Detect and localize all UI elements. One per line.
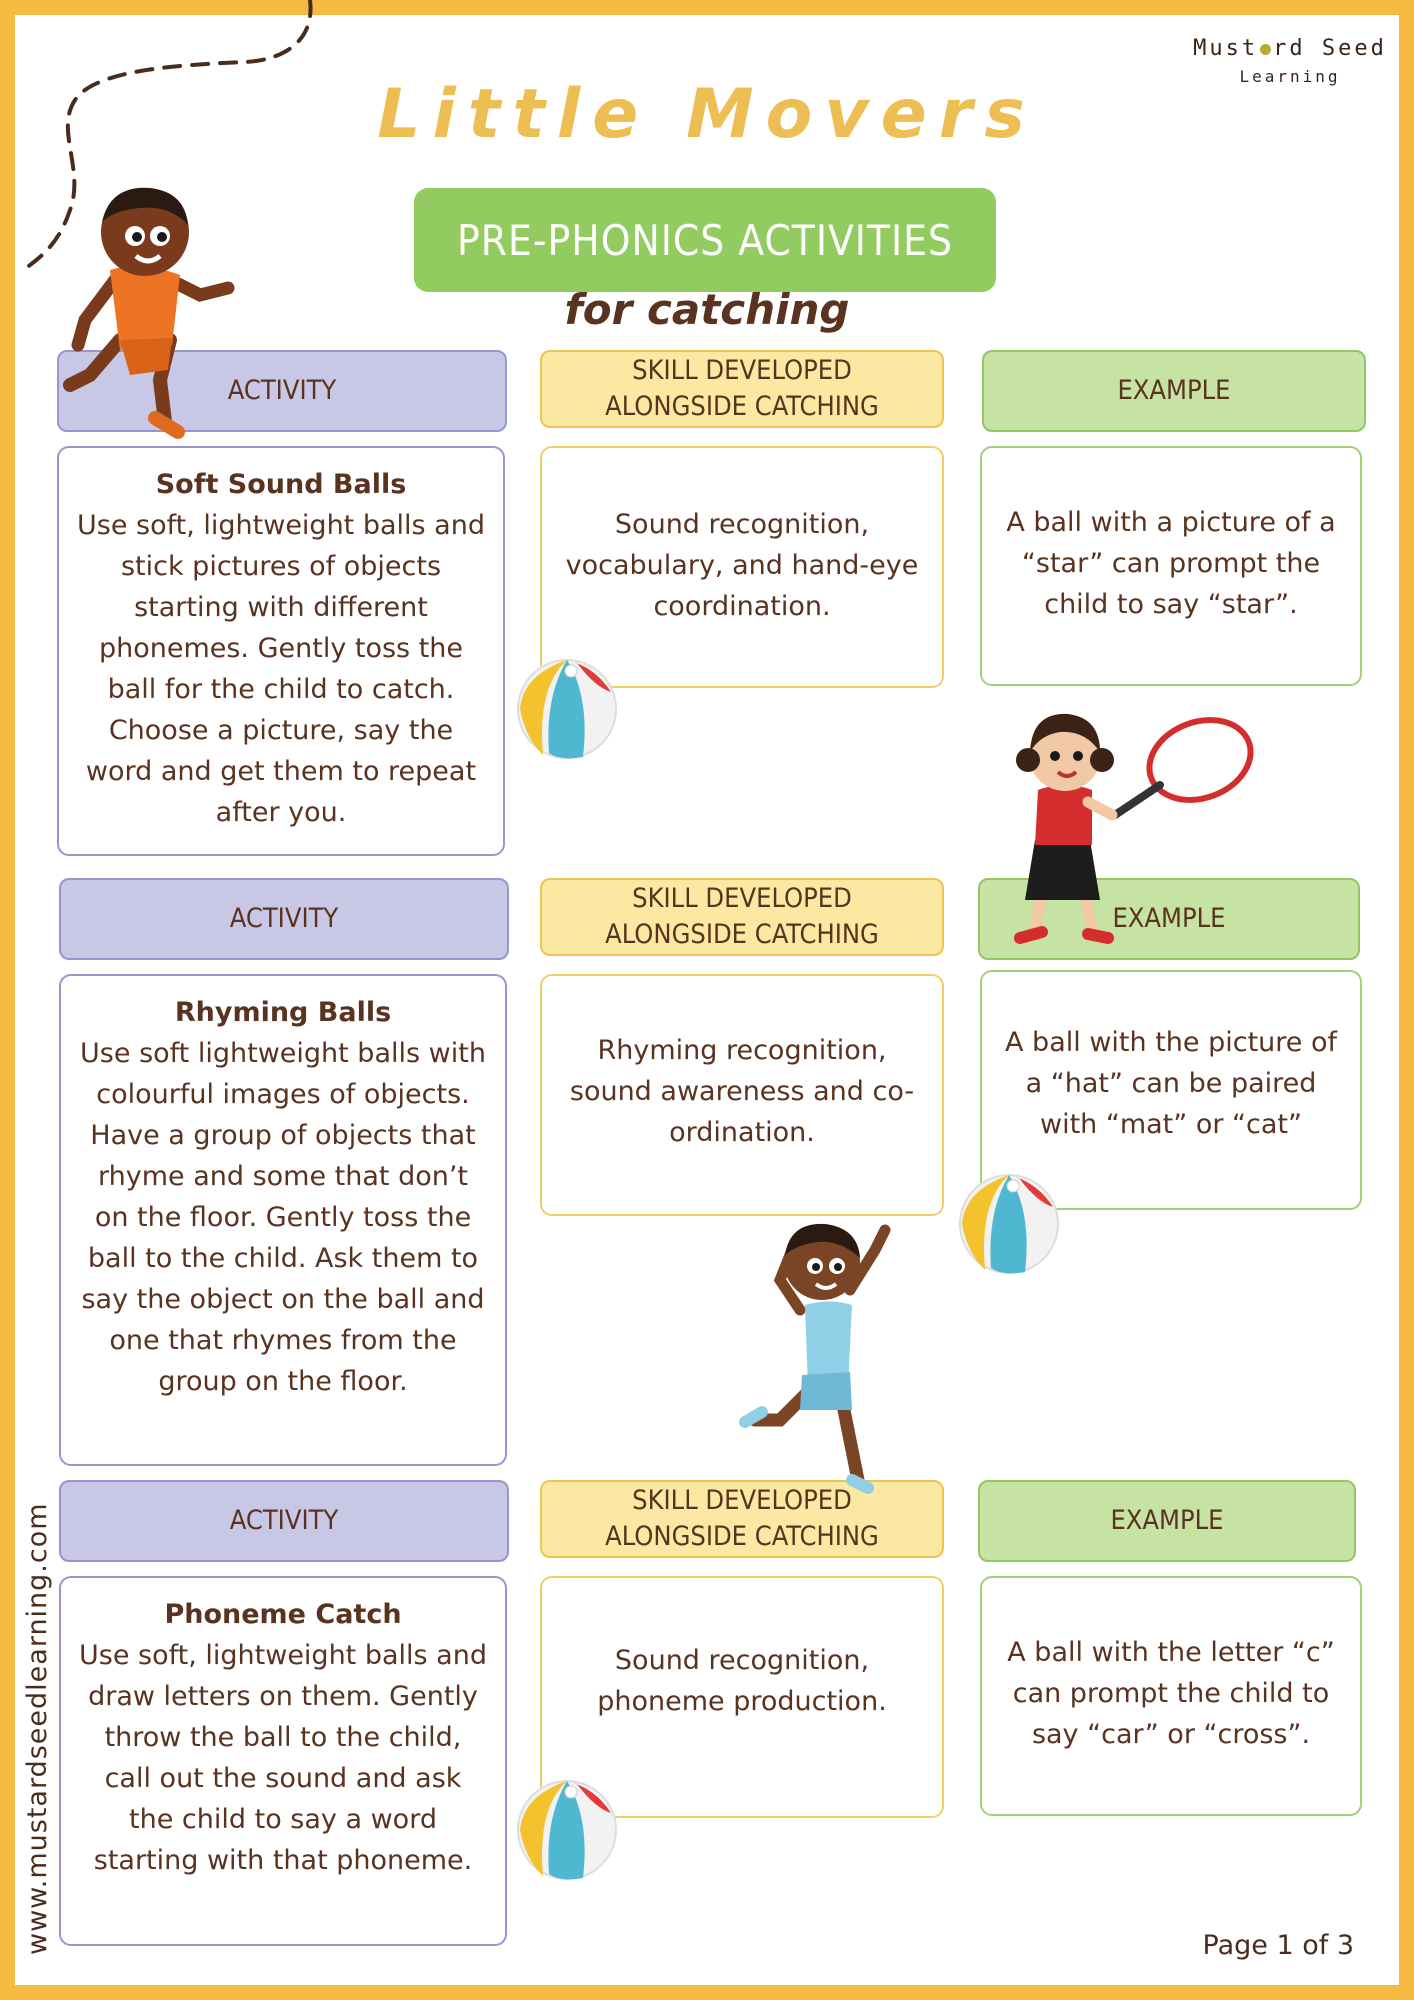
activity-cell xyxy=(59,1576,507,1946)
example-text: A ball with a picture of a “star” can prompt the child to say “star”. xyxy=(1006,507,1336,620)
beach-ball-icon xyxy=(957,1172,1061,1276)
skill-header: SKILL DEVELOPED ALONGSIDE CATCHING xyxy=(540,350,944,428)
seed-dot-icon xyxy=(1260,44,1271,55)
jumping-boy-illustration xyxy=(740,1210,920,1500)
skill-text: Sound recognition, vocabulary, and hand-eye coordination. xyxy=(565,509,919,622)
beach-ball-icon xyxy=(515,657,619,761)
activity-cell xyxy=(57,446,505,856)
activity-cell xyxy=(59,974,507,1466)
skill-cell xyxy=(540,974,944,1216)
activity-header: ACTIVITY xyxy=(59,878,509,960)
activity-title: Rhyming Balls xyxy=(174,997,392,1028)
skill-text: Rhyming recognition, sound awareness and co-ordination. xyxy=(569,1035,915,1148)
skill-header: SKILL DEVELOPED ALONGSIDE CATCHING xyxy=(540,878,944,956)
example-cell xyxy=(980,1576,1362,1816)
activity-title: Soft Sound Balls xyxy=(155,469,407,500)
website-url: www.mustardseedlearning.com xyxy=(22,1502,53,1955)
skill-header: SKILL DEVELOPED ALONGSIDE CATCHING xyxy=(540,1480,944,1558)
example-header: EXAMPLE xyxy=(978,878,1360,960)
tennis-girl-illustration xyxy=(1000,690,1280,960)
example-header: EXAMPLE xyxy=(982,350,1366,432)
activity-header: ACTIVITY xyxy=(57,350,507,432)
section-banner: PRE-PHONICS ACTIVITIES xyxy=(414,188,996,292)
activity-header: ACTIVITY xyxy=(59,1480,509,1562)
example-header: EXAMPLE xyxy=(978,1480,1356,1562)
page-title: Little Movers xyxy=(377,75,1037,154)
example-cell xyxy=(980,446,1362,686)
activity-text: Use soft, lightweight balls and stick pictures of objects starting with different phonemes. Gently toss the ball for the child to catch. Choose a picture, say the word and get them to repeat after you. xyxy=(77,510,485,828)
example-text: A ball with the picture of a “hat” can be paired with “mat” or “cat” xyxy=(1005,1027,1337,1140)
activity-text: Use soft lightweight balls with colourful images of objects. Have a group of objects that rhyme and some that don’t on the floor. Gently toss the ball to the child. Ask them to say the object on the ball and one that rhymes from the group on the floor. xyxy=(80,1038,486,1397)
skill-cell xyxy=(540,446,944,688)
running-boy-illustration xyxy=(60,170,260,440)
beach-ball-icon xyxy=(515,1778,619,1882)
example-text: A ball with the letter “c” can prompt the child to say “car” or “cross”. xyxy=(1007,1637,1335,1750)
page-subtitle: for catching xyxy=(564,285,850,334)
page-number: Page 1 of 3 xyxy=(1202,1930,1354,1961)
skill-text: Sound recognition, phoneme production. xyxy=(597,1645,887,1717)
activity-title: Phoneme Catch xyxy=(164,1599,402,1630)
activity-text: Use soft, lightweight balls and draw letters on them. Gently throw the ball to the child, call out the sound and ask the child to say a word starting with that phoneme. xyxy=(79,1640,487,1876)
brand-logo: Must rd Seed Learning xyxy=(1193,36,1387,86)
